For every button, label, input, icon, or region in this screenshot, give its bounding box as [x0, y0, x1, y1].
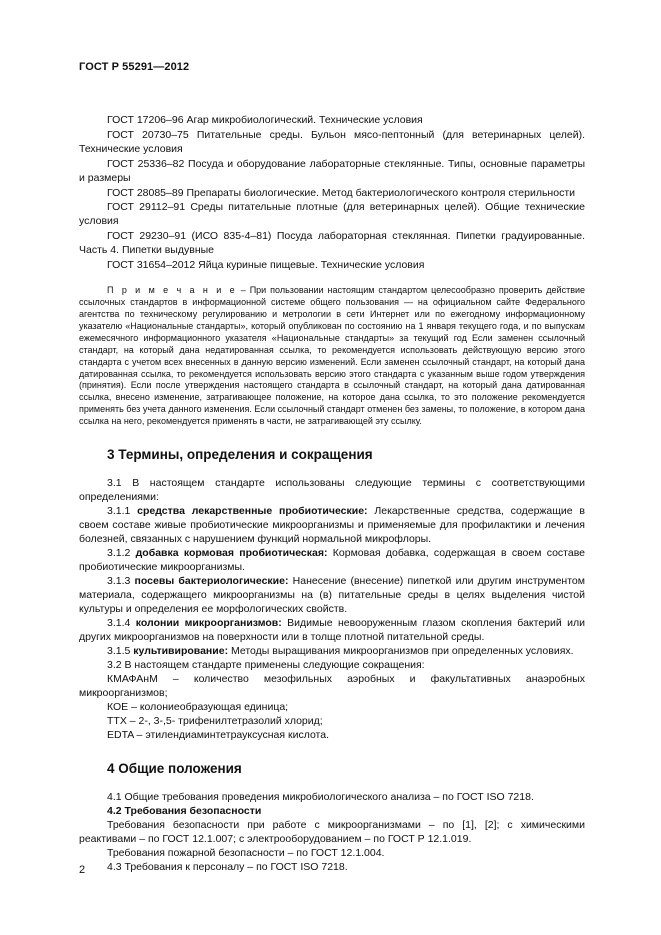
- section-3-content: [79, 476, 585, 742]
- document-body: [79, 113, 585, 874]
- term-definition: 3.1.2 добавка кормовая пробиотическая: Кормовая добавка, содержащая в своем составе пробиотические микроорганизмы.: [79, 547, 586, 574]
- abbreviations-intro: 3.2 В настоящем стандарте применены следующие сокращения:: [107, 659, 425, 672]
- general-requirements: 4.1 Общие требования проведения микробиологического анализа – по ГОСТ ISO 7218.: [107, 791, 534, 804]
- abbreviation-item: EDTA – этилендиаминтетрауксусная кислота.: [107, 729, 329, 742]
- term-definition: 3.1.1 средства лекарственные пробиотические: Лекарственные средства, содержащие в своем составе живые пробиотические микроорганизмы и применяемые для профилактики и лечения болезней, связанных с нарушением функций нормальной микрофлоры.: [79, 505, 585, 546]
- term-name: колонии микроорганизмов:: [135, 617, 282, 630]
- personnel-requirements: 4.3 Требования к персоналу – по ГОСТ ISO 7218.: [107, 861, 348, 874]
- fire-safety: Требования пожарной безопасности – по ГОСТ 12.1.004.: [107, 847, 385, 860]
- reference-item: ГОСТ 20730–75 Питательные среды. Бульон мясо-пептонный (для ветеринарных целей). Технические условия: [79, 128, 585, 155]
- reference-item: ГОСТ 28085–89 Препараты биологические. Метод бактериологического контроля стерильности: [107, 186, 575, 199]
- section-3-heading: 3 Термины, определения и сокращения: [107, 447, 373, 463]
- reference-item: ГОСТ 17206–96 Агар микробиологический. Технические условия: [107, 114, 423, 126]
- section-4-heading: 4 Общие положения: [107, 761, 242, 777]
- reference-item: ГОСТ 31654–2012 Яйца куриные пищевые. Технические условия: [107, 259, 425, 272]
- safety-requirements: Требования безопасности при работе с микроорганизмами – по [1], [2]; с химическими реактивами – по ГОСТ 12.1.007; с электрооборудованием – по ГОСТ Р 12.1.019.: [79, 819, 585, 846]
- reference-item: ГОСТ 29112–91 Среды питательные плотные (для ветеринарных целей). Общие технические условия: [79, 201, 585, 228]
- section-3-intro: 3.1 В настоящем стандарте использованы следующие термины с соответствующими определениями:: [79, 477, 585, 504]
- safety-heading: 4.2 Требования безопасности: [107, 805, 262, 818]
- term-name: добавка кормовая пробиотическая:: [135, 547, 328, 560]
- term-definition: 3.1.3 посевы бактериологические: Нанесение (внесение) пипеткой или другим инструментом материала, содержащего микроорганизмы на (в) питательные среды в целях выделения чистой культуры и определения ее морфологических свойств.: [79, 575, 585, 616]
- page-header: ГОСТ Р 55291—2012: [79, 61, 190, 73]
- note-block: [79, 285, 585, 428]
- term-name: средства лекарственные пробиотические:: [137, 505, 368, 518]
- abbreviation-item: КМАФАнМ – количество мезофильных аэробных и факультативных анаэробных микроорганизмов;: [79, 673, 585, 700]
- reference-item: ГОСТ 25336–82 Посуда и оборудование лабораторные стеклянные. Типы, основные параметры и размеры: [79, 157, 585, 184]
- section-4-content: [79, 790, 585, 874]
- term-name: посевы бактериологические:: [134, 575, 289, 588]
- note-text: – При пользовании настоящим стандартом целесообразно проверить действие ссылочных стандартов в информационной системе общего пользования — на официальном сайте Федерального агентства по техническому регулированию и метрологии в сети Интернет или по ежегодному информационному указателю «Национальные стандарты», который опубликован по состоянию на 1 января текущего года, и по выпускам ежемесячного информационного указателя «Национальные стандарты» за текущий год Если заменен ссылочный стандарт, на который дана недатированная ссылка, то рекомендуется использовать действующую версию этого стандарта с учетом всех внесенных в данную версию изменений. Если заменен ссылочный стандарт, на который дана датированная ссылка, то рекомендуется использовать версию этого стандарта с указанным выше годом утверждения (принятия). Если после утверждения настоящего стандарта в ссылочный стандарт, на который дана датированная ссылка, внесено изменение, затрагивающее положение, на которое дана ссылка, то это положение рекомендуется применять без учета данного изменения. Если ссылочный стандарт отменен без замены, то положение, в котором дана ссылка на него, рекомендуется применять в части, не затрагивающей эту ссылку.: [79, 285, 586, 427]
- term-definition: 3.1.4 колонии микроорганизмов: Видимые невооруженным глазом скопления бактерий или других микроорганизмов на поверхности или в толще плотной питательной среды.: [79, 617, 585, 644]
- page-number: 2: [79, 864, 86, 876]
- reference-item: ГОСТ 29230–91 (ИСО 835-4–81) Посуда лабораторная стеклянная. Пипетки градуированные. Часть 4. Пипетки выдувные: [79, 230, 585, 257]
- abbreviation-item: КОЕ – колониеобразующая единица;: [107, 701, 289, 714]
- term-name: культивирование:: [133, 645, 229, 658]
- term-definition: 3.1.5 культивирование: Методы выращивания микроорганизмов при определенных условиях.: [107, 645, 574, 658]
- normative-references: [79, 113, 585, 272]
- abbreviation-item: ТТХ – 2-, 3-,5- трифенилтетразолий хлорид;: [107, 715, 323, 728]
- note-label: П р и м е ч а н и е: [107, 285, 237, 296]
